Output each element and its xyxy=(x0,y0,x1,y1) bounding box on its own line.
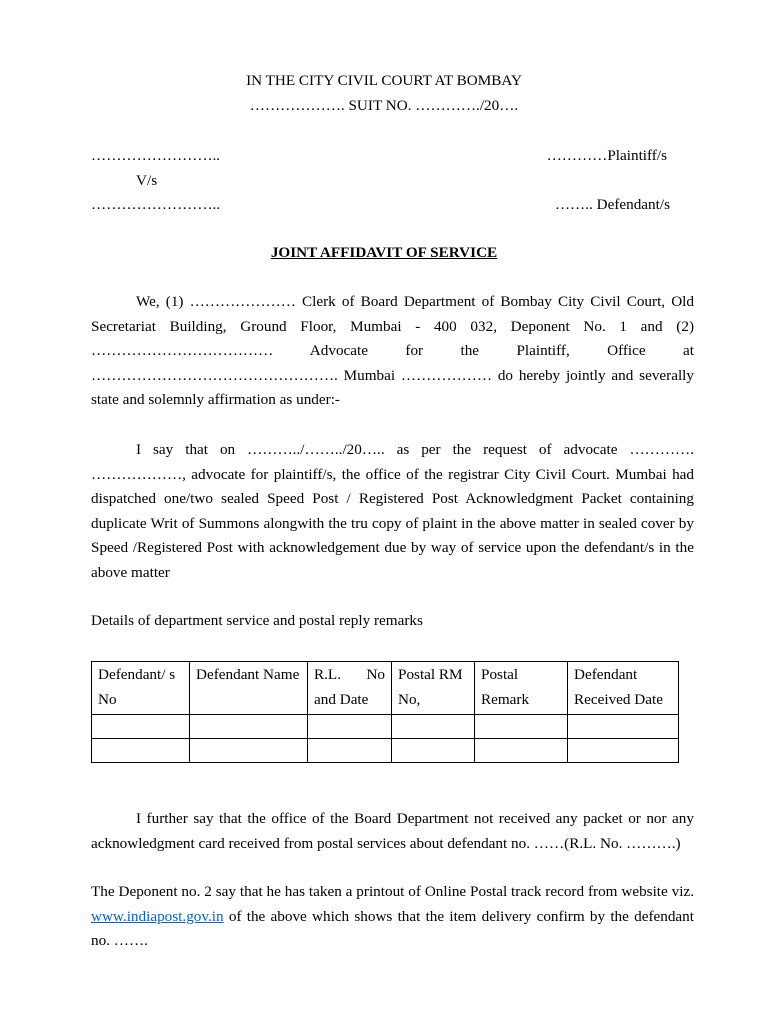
header-postal-remark: Postal Remark xyxy=(475,662,568,715)
versus-label: V/s xyxy=(136,172,158,189)
paragraph-dispatch xyxy=(91,438,694,585)
table-cell xyxy=(392,739,475,763)
paragraph-online-track xyxy=(91,880,694,954)
table-cell xyxy=(190,715,308,739)
plaintiff-label: …………Plaintiff/s xyxy=(546,147,667,164)
table-cell xyxy=(92,715,190,739)
paragraph-deponents xyxy=(91,290,694,413)
table-cell xyxy=(475,739,568,763)
header-postal-rm-no: Postal RM No, xyxy=(392,662,475,715)
document-title: JOINT AFFIDAVIT OF SERVICE xyxy=(270,244,498,261)
table-cell xyxy=(308,739,392,763)
paragraph-not-received-text: I further say that the office of the Board Department not received any packet or nor any acknowledgment card received from postal services about defendant no. ……(R.L. No. ……….) xyxy=(91,810,694,852)
table-cell xyxy=(475,715,568,739)
plaintiff-name-blank: …………………….. xyxy=(91,147,221,164)
defendant-label: …….. Defendant/s xyxy=(554,196,670,213)
court-heading: IN THE CITY CIVIL COURT AT BOMBAY xyxy=(246,72,522,89)
table-header-row xyxy=(92,662,679,715)
table-cell xyxy=(568,715,679,739)
suit-number-line: ………………. SUIT NO. …………./20…. xyxy=(249,97,519,114)
table-cell xyxy=(190,739,308,763)
paragraph-deponents-text: We, (1) ………………… Clerk of Board Department of Bombay City Civil Court, Old Secretariat Building, Ground Floor, Mumbai - 400 032, Deponent No. 1 and (2) ……………………………… Advocate for the Plaintiff, Office at …………………………………………. Mumbai ……………… do hereby jointly and severally state and solemnly affirmation as under:- xyxy=(91,293,694,408)
paragraph-online-track-text: The Deponent no. 2 say that he has taken a printout of Online Postal track record from website viz. xyxy=(91,883,694,900)
indiapost-link[interactable]: www.indiapost.gov.in xyxy=(91,907,224,925)
table-cell xyxy=(392,715,475,739)
header-rl-no-date: R.L. No and Date xyxy=(308,662,392,715)
table-row xyxy=(92,715,679,739)
defendant-name-blank: …………………….. xyxy=(91,196,221,213)
paragraph-not-received xyxy=(91,807,694,856)
paragraph-online-track-tail: of the above which shows that the item delivery confirm by the defendant no. ……. xyxy=(91,907,694,949)
table-cell xyxy=(568,739,679,763)
table-cell xyxy=(92,739,190,763)
paragraph-dispatch-text: I say that on ………../……../20….. as per the request of advocate …………. ………………, advocate for plaintiff/s, the office of the registrar City Civil Court. Mumbai had dispatched one/two sealed Speed Post / Registered Post Acknowledgment Packet containing duplicate Writ of Summons alongwith the tru copy of plaint in the above matter in sealed cover by Speed /Registered Post with acknowledgement due by way of service upon the defendant/s in the above matter xyxy=(91,441,694,581)
header-defendant-name: Defendant Name xyxy=(190,662,308,715)
header-received-date: Defendant Received Date xyxy=(568,662,679,715)
details-heading: Details of department service and postal reply remarks xyxy=(91,612,423,629)
table-row xyxy=(92,739,679,763)
service-details-table xyxy=(91,661,679,763)
header-defendant-no: Defendant/ s No xyxy=(92,662,190,715)
table-cell xyxy=(308,715,392,739)
